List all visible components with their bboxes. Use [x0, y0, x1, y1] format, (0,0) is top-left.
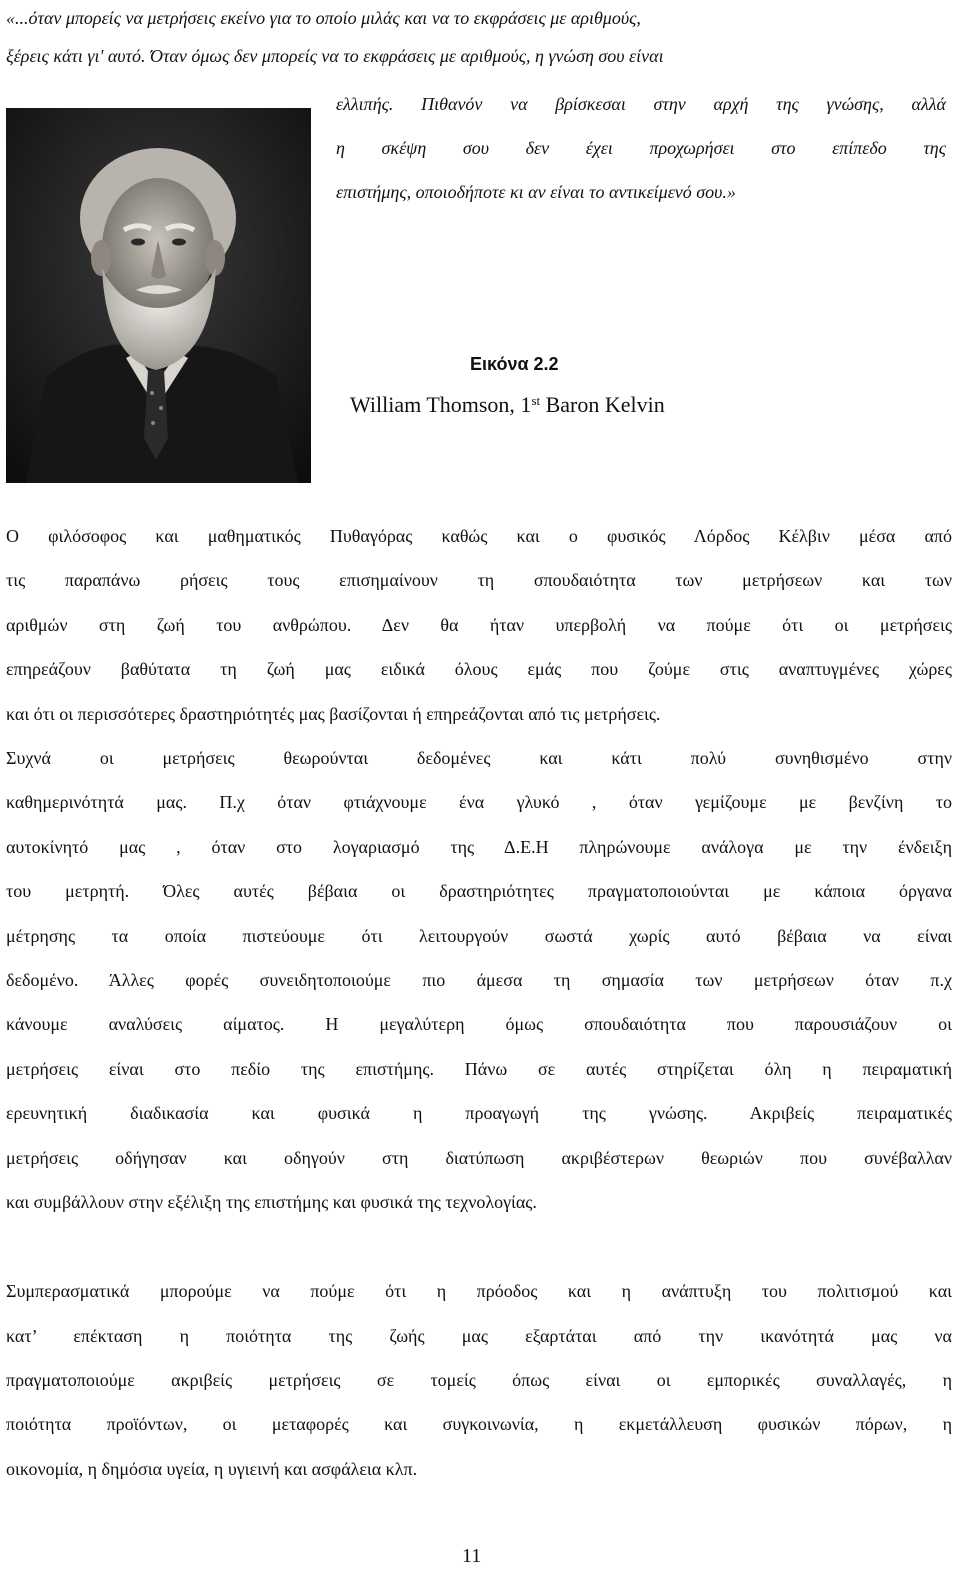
paragraph-line: και ότι οι περισσότερες δραστηριότητές μας βασίζονται ή επηρεάζονται από τις μετρήσεις. [6, 704, 661, 724]
paragraph-line: τις παραπάνω ρήσεις τους επισημαίνουν τη σπουδαιότητα των μετρήσεων και των [6, 570, 952, 590]
paragraph-line: κατ’ επέκταση η ποιότητα της ζωής μας εξαρτάται από την ικανότητά μας να [6, 1326, 952, 1346]
paragraph-line: αριθμών στη ζωή του ανθρώπου. Δεν θα ήταν υπερβολή να πούμε ότι οι μετρήσεις [6, 615, 952, 635]
paragraph-line: ερευνητική διαδικασία και φυσικά η προαγωγή της γνώσης. Ακριβείς πειραματικές [6, 1103, 952, 1123]
paragraph-line: Συμπερασματικά μπορούμε να πούμε ότι η πρόοδος και η ανάπτυξη του πολιτισμού και [6, 1281, 952, 1301]
quote-line-5: επιστήμης, οποιοδήποτε κι αν είναι το αντικείμενό σου.» [336, 182, 736, 202]
quote-line-4: η σκέψη σου δεν έχει προχωρήσει στο επίπεδο της [336, 138, 946, 158]
paragraph-line: του μετρητή. Όλες αυτές βέβαια οι δραστηριότητες πραγματοποιούνται με κάποια όργανα [6, 881, 952, 901]
caption-superscript: st [531, 393, 541, 408]
paragraph-line: και συμβάλλουν στην εξέλιξη της επιστήμης και φυσικά της τεχνολογίας. [6, 1192, 537, 1212]
paragraph-line: Συχνά οι μετρήσεις θεωρούνται δεδομένες και κάτι πολύ συνηθισμένο στην [6, 748, 952, 768]
paragraph-line: μέτρησης τα οποία πιστεύουμε ότι λειτουργούν σωστά χωρίς αυτό βέβαια να είναι [6, 926, 952, 946]
figure-label: Εικόνα 2.2 [470, 354, 559, 374]
portrait-photo [6, 108, 311, 483]
paragraph-line: Ο φιλόσοφος και μαθηματικός Πυθαγόρας καθώς και ο φυσικός Λόρδος Κέλβιν μέσα από [6, 526, 952, 546]
paragraph-line: καθημερινότητά μας. Π.χ όταν φτιάχνουμε ένα γλυκό , όταν γεμίζουμε με βενζίνη το [6, 792, 952, 812]
paragraph-line: μετρήσεις οδήγησαν και οδηγούν στη διατύπωση ακριβέστερων θεωριών που συνέβαλλαν [6, 1148, 952, 1168]
paragraph-line: δεδομένο. Άλλες φορές συνειδητοποιούμε πιο άμεσα τη σημασία των μετρήσεων όταν π.χ [6, 970, 952, 990]
figure-caption [350, 391, 665, 419]
paragraph-line: ποιότητα προϊόντων, οι μεταφορές και συγκοινωνία, η εκμετάλλευση φυσικών πόρων, η [6, 1414, 952, 1434]
caption-name-rest: Baron Kelvin [540, 392, 665, 417]
page-number: 11 [462, 1545, 482, 1567]
paragraph-line: μετρήσεις είναι στο πεδίο της επιστήμης. Πάνω σε αυτές στηρίζεται όλη η πειραματική [6, 1059, 952, 1079]
quote-line-3: ελλιπής. Πιθανόν να βρίσκεσαι στην αρχή της γνώσης, αλλά [336, 94, 946, 114]
paragraph-line: αυτοκίνητό μας , όταν στο λογαριασμό της Δ.Ε.Η πληρώνουμε ανάλογα με την ένδειξη [6, 837, 952, 857]
paragraph-line: κάνουμε αναλύσεις αίματος. Η μεγαλύτερη όμως σπουδαιότητα που παρουσιάζουν οι [6, 1014, 952, 1034]
paragraph-line: επηρεάζουν βαθύτατα τη ζωή μας ειδικά όλους εμάς που ζούμε στις αναπτυγμένες χώρες [6, 659, 952, 679]
quote-line-1: «...όταν μπορείς να μετρήσεις εκείνο για το οποίο μιλάς και να το εκφράσεις με αριθμούς, [6, 8, 641, 28]
paragraph-line: οικονομία, η δημόσια υγεία, η υγιεινή και ασφάλεια κλπ. [6, 1459, 418, 1479]
paragraph-line: πραγματοποιούμε ακριβείς μετρήσεις σε τομείς όπως είναι οι εμπορικές συναλλαγές, η [6, 1370, 952, 1390]
caption-name-text: William Thomson, 1 [350, 392, 532, 417]
quote-line-2: ξέρεις κάτι γι' αυτό. Όταν όμως δεν μπορείς να το εκφράσεις με αριθμούς, η γνώση σου είναι [6, 46, 664, 66]
